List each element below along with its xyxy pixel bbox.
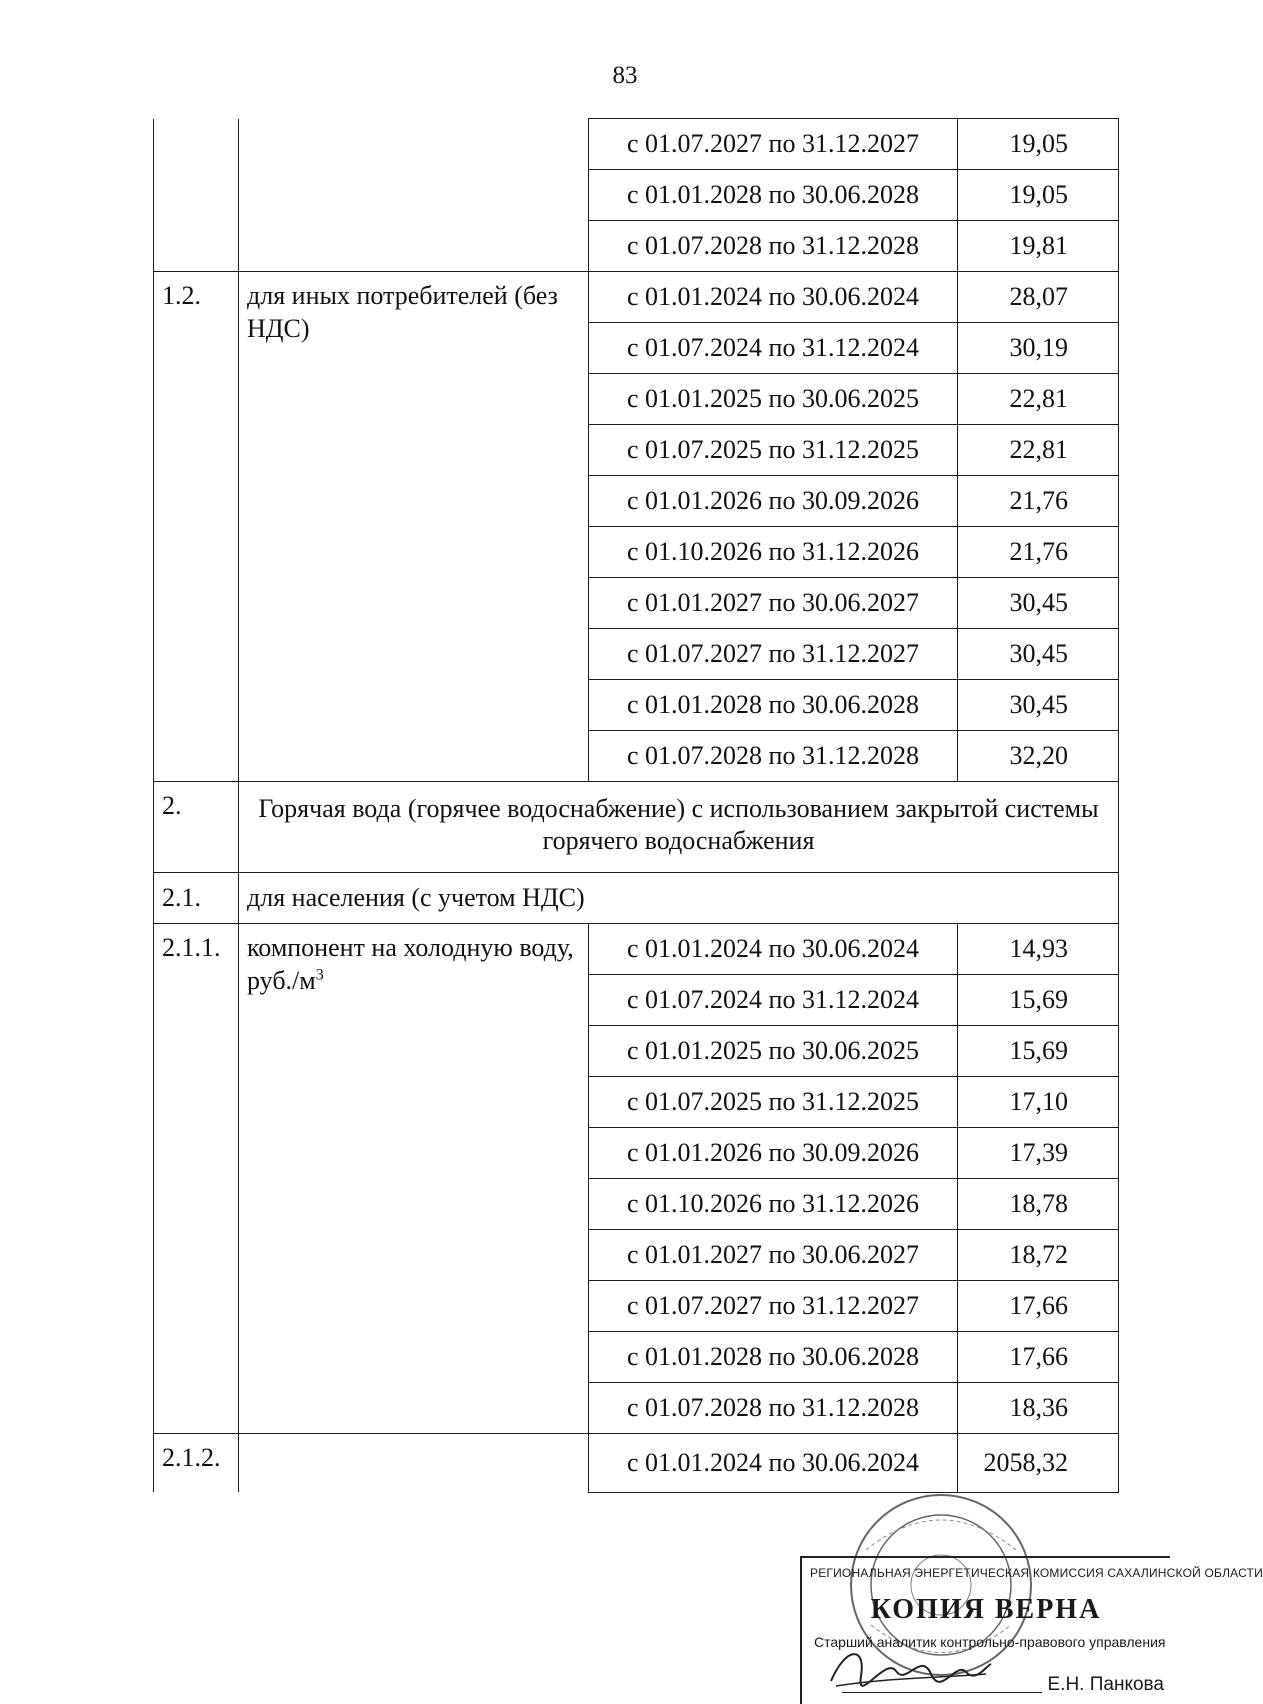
row-name-cell (239, 119, 589, 272)
value-cell: 19,05 (958, 119, 1119, 170)
value-cell: 22,81 (958, 374, 1119, 425)
unit-superscript: 3 (315, 965, 324, 983)
period-cell: с 01.07.2024 по 31.12.2024 (589, 323, 958, 374)
section-row (154, 873, 1119, 924)
period-cell: с 01.01.2028 по 30.06.2028 (589, 1332, 958, 1383)
period-cell: с 01.01.2027 по 30.06.2027 (589, 578, 958, 629)
value-cell: 22,81 (958, 425, 1119, 476)
value-cell: 30,45 (958, 680, 1119, 731)
period-cell: с 01.07.2027 по 31.12.2027 (589, 1281, 958, 1332)
period-cell: с 01.01.2026 по 30.09.2026 (589, 476, 958, 527)
row-number-cell: 2.1.2. (154, 1434, 239, 1493)
handwritten-signature-icon (826, 1636, 996, 1696)
period-cell: с 01.07.2024 по 31.12.2024 (589, 975, 958, 1026)
value-cell: 30,19 (958, 323, 1119, 374)
value-cell: 15,69 (958, 1026, 1119, 1077)
period-cell: с 01.07.2025 по 31.12.2025 (589, 425, 958, 476)
period-cell: с 01.01.2025 по 30.06.2025 (589, 374, 958, 425)
value-cell: 28,07 (958, 272, 1119, 323)
section-title-cell: Горячая вода (горячее водоснабжение) с использованием закрытой системы горячего водоснабжения (239, 782, 1119, 873)
value-cell: 32,20 (958, 731, 1119, 782)
value-cell: 17,39 (958, 1128, 1119, 1179)
value-cell: 18,78 (958, 1179, 1119, 1230)
period-cell: с 01.01.2024 по 30.06.2024 (589, 1434, 958, 1493)
value-cell: 19,05 (958, 170, 1119, 221)
period-cell: с 01.10.2026 по 31.12.2026 (589, 527, 958, 578)
table-row (154, 924, 1119, 975)
table-row (154, 272, 1119, 323)
period-cell: с 01.01.2026 по 30.09.2026 (589, 1128, 958, 1179)
value-cell: 17,66 (958, 1281, 1119, 1332)
period-cell: с 01.01.2025 по 30.06.2025 (589, 1026, 958, 1077)
period-cell: с 01.01.2027 по 30.06.2027 (589, 1230, 958, 1281)
period-cell: с 01.07.2028 по 31.12.2028 (589, 1383, 958, 1434)
period-cell: с 01.07.2027 по 31.12.2027 (589, 119, 958, 170)
row-number-cell: 2.1.1. (154, 924, 239, 1434)
row-name-cell (239, 1434, 589, 1493)
period-cell: с 01.10.2026 по 31.12.2026 (589, 1179, 958, 1230)
section-number-cell: 2. (154, 782, 239, 873)
value-cell: 15,69 (958, 975, 1119, 1026)
period-cell: с 01.07.2027 по 31.12.2027 (589, 629, 958, 680)
row-name-text: компонент на холодную воду, руб./м (247, 933, 574, 995)
table-row (154, 1434, 1119, 1493)
period-cell: с 01.01.2024 по 30.06.2024 (589, 924, 958, 975)
stamp-organization: РЕГИОНАЛЬНАЯ ЭНЕРГЕТИЧЕСКАЯ КОМИССИЯ САХАЛИНСКОЙ ОБЛАСТИ (810, 1566, 1263, 1580)
stamp-signer-name: Е.Н. Панкова (1047, 1674, 1164, 1695)
value-cell: 17,66 (958, 1332, 1119, 1383)
value-cell: 19,81 (958, 221, 1119, 272)
section-number-cell: 2.1. (154, 873, 239, 924)
row-name-cell (239, 924, 589, 1434)
value-cell: 14,93 (958, 924, 1119, 975)
page-number: 83 (612, 62, 638, 89)
period-cell: с 01.07.2028 по 31.12.2028 (589, 221, 958, 272)
section-title-cell: для населения (с учетом НДС) (239, 873, 1119, 924)
value-cell: 21,76 (958, 527, 1119, 578)
value-cell: 21,76 (958, 476, 1119, 527)
value-cell: 2058,32 (958, 1434, 1119, 1493)
value-cell: 18,36 (958, 1383, 1119, 1434)
table-row (154, 119, 1119, 170)
row-name-cell: для иных потребителей (без НДС) (239, 272, 589, 782)
period-cell: с 01.01.2028 по 30.06.2028 (589, 680, 958, 731)
value-cell: 18,72 (958, 1230, 1119, 1281)
stamp-title: КОПИЯ ВЕРНА (870, 1594, 1102, 1625)
row-number-cell (154, 119, 239, 272)
value-cell: 17,10 (958, 1077, 1119, 1128)
section-row (154, 782, 1119, 873)
period-cell: с 01.07.2025 по 31.12.2025 (589, 1077, 958, 1128)
value-cell: 30,45 (958, 629, 1119, 680)
value-cell: 30,45 (958, 578, 1119, 629)
tariff-table (153, 118, 1119, 1493)
period-cell: с 01.01.2028 по 30.06.2028 (589, 170, 958, 221)
row-number-cell: 1.2. (154, 272, 239, 782)
period-cell: с 01.01.2024 по 30.06.2024 (589, 272, 958, 323)
stamp-position: Старший аналитик контрольно-правового управления (814, 1634, 1166, 1650)
period-cell: с 01.07.2028 по 31.12.2028 (589, 731, 958, 782)
